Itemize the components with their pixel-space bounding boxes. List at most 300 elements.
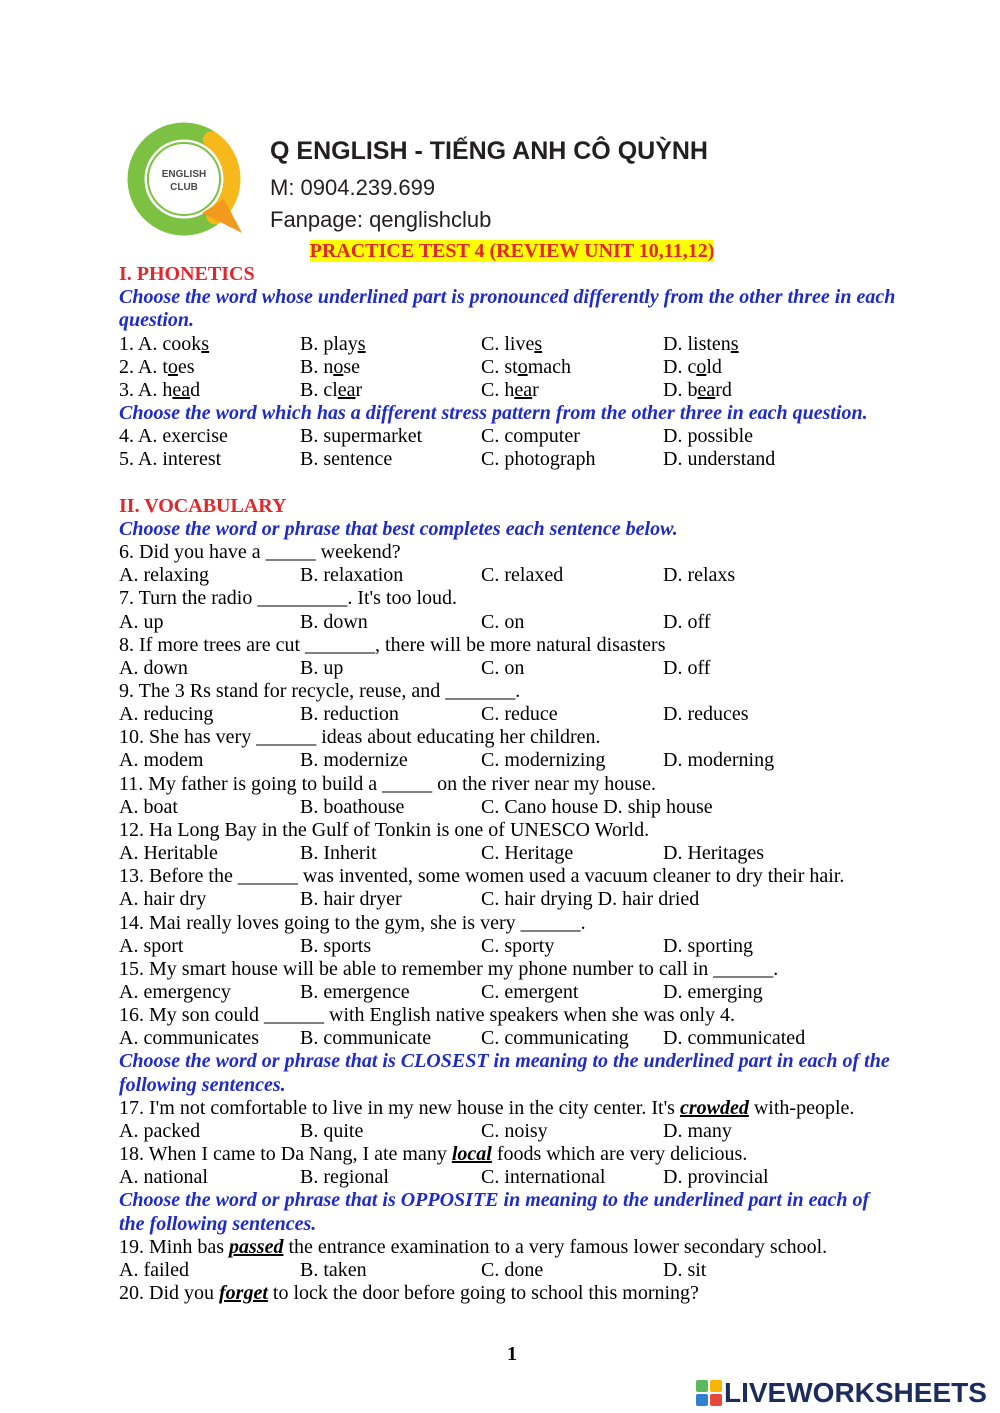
instruction-line: Choose the word or phrase that is OPPOSITE in meaning to the underlined part in each of bbox=[119, 1189, 870, 1212]
worksheet bbox=[119, 240, 905, 1305]
option-text: sentence bbox=[323, 448, 393, 471]
option-text: national bbox=[143, 1166, 208, 1189]
option-text: hair drying bbox=[504, 888, 593, 911]
option-b bbox=[300, 888, 481, 911]
question-number: 8. bbox=[119, 633, 134, 656]
option-label: A. bbox=[119, 934, 139, 957]
option-text: emergence bbox=[323, 981, 410, 1003]
option-text: up bbox=[323, 656, 344, 679]
option-c bbox=[481, 356, 663, 379]
question-line bbox=[119, 819, 905, 842]
option-c bbox=[481, 981, 663, 1004]
question-line bbox=[119, 1236, 905, 1259]
option-d bbox=[663, 842, 764, 865]
option-label: A. bbox=[137, 448, 158, 471]
option-text: relaxs bbox=[687, 564, 736, 587]
question-line bbox=[119, 680, 905, 703]
option-d bbox=[663, 425, 753, 448]
option-text: se bbox=[343, 355, 361, 378]
options-row bbox=[119, 796, 905, 819]
option-text: ship house bbox=[627, 795, 713, 818]
question-text: If more trees are cut _______, there will be more natural disasters bbox=[139, 633, 666, 656]
option-text: sports bbox=[323, 934, 372, 957]
instruction-line: the following sentences. bbox=[119, 1212, 317, 1235]
option-text: cook bbox=[162, 332, 202, 355]
question-text: I'm not comfortable to live in my new house in the city center. It's bbox=[149, 1096, 680, 1119]
option-text: hair dried bbox=[622, 888, 700, 911]
underlined-sound: ea bbox=[514, 378, 533, 401]
question-text: Turn the radio _________. It's too loud. bbox=[138, 587, 458, 610]
option-b bbox=[300, 1120, 481, 1143]
option-text: sit bbox=[687, 1258, 707, 1281]
item-number: 5. bbox=[119, 448, 134, 471]
option-text: Cano house bbox=[504, 795, 599, 818]
question-line bbox=[119, 865, 905, 888]
option-b bbox=[300, 564, 481, 587]
option-text: provincial bbox=[687, 1166, 769, 1189]
options-row bbox=[119, 425, 905, 448]
option-label: C. bbox=[481, 842, 500, 865]
option-d bbox=[663, 703, 749, 726]
option-label: D. bbox=[663, 355, 683, 378]
option-label: D. bbox=[663, 1119, 683, 1142]
question-number: 13. bbox=[119, 865, 144, 888]
question-number: 19. bbox=[119, 1235, 144, 1258]
option-label: A. bbox=[137, 355, 158, 378]
options-row bbox=[119, 657, 905, 680]
option-label: A. bbox=[119, 1119, 139, 1142]
option-c bbox=[481, 796, 598, 819]
option-a bbox=[119, 425, 300, 448]
option-a bbox=[119, 935, 300, 958]
options-row bbox=[119, 564, 905, 587]
option-d bbox=[663, 448, 775, 471]
option-b bbox=[300, 356, 481, 379]
question-line bbox=[119, 773, 905, 796]
option-d bbox=[663, 611, 710, 634]
option-a bbox=[119, 1120, 300, 1143]
options-row bbox=[119, 981, 905, 1004]
option-label: D. bbox=[663, 378, 683, 401]
option-text: modernizing bbox=[504, 749, 606, 772]
option-c bbox=[481, 1259, 663, 1282]
liveworksheets-icon bbox=[696, 1380, 722, 1406]
option-text: reduces bbox=[687, 703, 749, 726]
option-text: Inherit bbox=[323, 842, 377, 865]
question-text: My smart house will be able to remember my phone number to call in ______. bbox=[149, 957, 779, 980]
option-b bbox=[300, 611, 481, 634]
option-text: c bbox=[687, 355, 697, 378]
option-label: C. bbox=[481, 425, 500, 448]
option-text: moderning bbox=[687, 749, 775, 772]
option-a bbox=[119, 356, 300, 379]
question-text: Did you bbox=[149, 1282, 219, 1305]
option-label: C. bbox=[481, 610, 500, 633]
option-text: Heritage bbox=[504, 842, 574, 865]
underlined-sound: s bbox=[201, 332, 210, 355]
options-row bbox=[119, 935, 905, 958]
question-text: Mai really loves going to the gym, she is very ______. bbox=[149, 911, 586, 934]
option-a bbox=[119, 749, 300, 772]
option-label: B. bbox=[300, 703, 319, 726]
instruction-line: following sentences. bbox=[119, 1073, 286, 1096]
option-d bbox=[598, 888, 700, 911]
option-label: D. bbox=[663, 425, 683, 448]
options-row bbox=[119, 842, 905, 865]
instruction-line: Choose the word or phrase that is CLOSEST in meaning to the underlined part in each of the bbox=[119, 1050, 890, 1073]
option-label: C. bbox=[481, 795, 500, 818]
test-title: PRACTICE TEST 4 (REVIEW UNIT 10,11,12) bbox=[309, 240, 715, 262]
option-text: off bbox=[687, 656, 711, 679]
option-text: reducing bbox=[143, 703, 214, 726]
option-b bbox=[300, 981, 481, 1004]
option-text: understand bbox=[687, 448, 776, 471]
option-text: noisy bbox=[504, 1119, 548, 1142]
option-label: D. bbox=[663, 1166, 683, 1189]
option-label: B. bbox=[300, 1258, 319, 1281]
option-text: many bbox=[687, 1119, 732, 1142]
option-text: h bbox=[162, 378, 173, 401]
underlined-keyword: local bbox=[451, 1143, 492, 1166]
question-number: 6. bbox=[119, 541, 134, 564]
option-text: live bbox=[504, 332, 535, 355]
option-label: B. bbox=[300, 355, 319, 378]
question-number: 15. bbox=[119, 957, 144, 980]
option-a bbox=[119, 796, 300, 819]
underlined-sound: ea bbox=[697, 378, 716, 401]
underlined-sound: ea bbox=[337, 378, 356, 401]
option-label: B. bbox=[300, 1027, 319, 1050]
option-text: play bbox=[323, 332, 358, 355]
option-label: B. bbox=[300, 795, 319, 818]
option-label: B. bbox=[300, 888, 319, 911]
option-c bbox=[481, 425, 663, 448]
option-label: D. bbox=[663, 1027, 683, 1050]
option-text: computer bbox=[504, 425, 580, 448]
option-text: communicated bbox=[687, 1027, 806, 1050]
option-text: communicate bbox=[323, 1027, 432, 1050]
option-label: D. bbox=[663, 656, 683, 679]
option-text: emergency bbox=[143, 981, 231, 1003]
option-text: regional bbox=[323, 1166, 389, 1189]
brand-phone: M: 0904.239.699 bbox=[270, 175, 436, 200]
option-text: mach bbox=[527, 355, 571, 378]
option-text: on bbox=[504, 656, 525, 679]
option-label: B. bbox=[300, 656, 319, 679]
option-text: sporting bbox=[687, 934, 754, 957]
brand-title: Q ENGLISH - TIẾNG ANH CÔ QUỲNH bbox=[270, 137, 708, 165]
option-label: B. bbox=[300, 981, 319, 1003]
option-d bbox=[663, 356, 722, 379]
option-label: B. bbox=[300, 378, 319, 401]
option-label: A. bbox=[119, 656, 139, 679]
question-number: 16. bbox=[119, 1004, 144, 1027]
option-label: D. bbox=[663, 1258, 683, 1281]
question-line bbox=[119, 634, 905, 657]
options-row bbox=[119, 749, 905, 772]
option-b bbox=[300, 796, 481, 819]
option-label: C. bbox=[481, 981, 500, 1003]
option-label: A. bbox=[119, 564, 139, 587]
option-text: r bbox=[532, 378, 539, 401]
option-label: B. bbox=[300, 934, 319, 957]
option-b bbox=[300, 657, 481, 680]
brand-fanpage: Fanpage: qenglishclub bbox=[270, 207, 492, 232]
option-label: D. bbox=[663, 448, 683, 471]
question-number: 9. bbox=[119, 679, 134, 702]
option-text: reduce bbox=[504, 703, 558, 726]
option-b bbox=[300, 703, 481, 726]
question-line bbox=[119, 1097, 905, 1120]
question-line bbox=[119, 726, 905, 749]
option-label: A. bbox=[137, 332, 158, 355]
instruction-line: question. bbox=[119, 309, 195, 332]
question-number: 17. bbox=[119, 1096, 144, 1119]
option-text: supermarket bbox=[323, 425, 423, 448]
english-club-logo bbox=[124, 121, 246, 239]
option-text: on bbox=[504, 610, 525, 633]
option-text: st bbox=[504, 355, 518, 378]
option-text: relaxation bbox=[323, 564, 404, 587]
options-row bbox=[119, 448, 905, 471]
underlined-sound: o bbox=[696, 355, 707, 378]
option-label: A. bbox=[119, 749, 139, 772]
item-number: 3. bbox=[119, 378, 134, 401]
option-text: n bbox=[323, 355, 334, 378]
options-row bbox=[119, 611, 905, 634]
worksheet-body bbox=[119, 263, 905, 1305]
option-a bbox=[119, 448, 300, 471]
option-label: C. bbox=[481, 1119, 500, 1142]
question-text: to lock the door before going to school this morning? bbox=[267, 1282, 699, 1305]
option-label: A. bbox=[119, 610, 139, 633]
option-text: sport bbox=[143, 934, 184, 957]
option-text: hair dry bbox=[143, 888, 207, 911]
option-label: D. bbox=[603, 795, 623, 818]
option-text: r bbox=[355, 378, 363, 401]
option-c bbox=[481, 935, 663, 958]
question-line bbox=[119, 1143, 905, 1166]
question-text: She has very ______ ideas about educating her children. bbox=[149, 726, 601, 749]
option-b bbox=[300, 379, 481, 402]
option-c bbox=[481, 448, 663, 471]
option-label: A. bbox=[119, 888, 139, 911]
liveworksheets-brand-link[interactable]: LIVEWORKSHEETS bbox=[724, 1377, 987, 1408]
option-a bbox=[119, 611, 300, 634]
option-c bbox=[481, 888, 593, 911]
option-d bbox=[663, 1027, 805, 1050]
option-text: boat bbox=[143, 795, 178, 818]
option-d bbox=[663, 749, 774, 772]
option-label: D. bbox=[663, 610, 683, 633]
option-label: A. bbox=[137, 425, 158, 448]
option-label: C. bbox=[481, 703, 500, 726]
question-line bbox=[119, 587, 905, 610]
option-d bbox=[663, 935, 753, 958]
options-row bbox=[119, 1259, 905, 1282]
option-text: hair dryer bbox=[323, 888, 402, 911]
option-text: communicates bbox=[143, 1027, 259, 1050]
option-text: es bbox=[177, 355, 195, 378]
option-d bbox=[663, 379, 732, 402]
option-label: D. bbox=[663, 842, 683, 865]
option-label: C. bbox=[481, 1258, 500, 1281]
option-text: cl bbox=[323, 378, 338, 401]
option-d bbox=[663, 564, 735, 587]
option-text: packed bbox=[143, 1119, 201, 1142]
option-label: B. bbox=[300, 448, 319, 471]
option-label: B. bbox=[300, 332, 319, 355]
option-label: A. bbox=[119, 842, 139, 865]
logo-text-club: CLUB bbox=[170, 182, 198, 193]
option-c bbox=[481, 1120, 663, 1143]
instruction-line: Choose the word or phrase that best completes each sentence below. bbox=[119, 517, 678, 540]
option-a bbox=[119, 981, 300, 1004]
section-heading: II. VOCABULARY bbox=[119, 494, 287, 517]
option-a bbox=[119, 1259, 300, 1282]
underlined-keyword: passed bbox=[229, 1235, 284, 1258]
option-text: modem bbox=[143, 749, 204, 772]
option-b bbox=[300, 935, 481, 958]
option-c bbox=[481, 379, 663, 402]
option-label: B. bbox=[300, 842, 319, 865]
option-a bbox=[119, 333, 300, 356]
logo-text-english: ENGLISH bbox=[161, 169, 207, 180]
option-text: reduction bbox=[323, 703, 399, 726]
question-text: with-people. bbox=[748, 1096, 855, 1119]
option-text: taken bbox=[323, 1258, 367, 1281]
option-label: D. bbox=[663, 332, 683, 355]
option-a bbox=[119, 888, 300, 911]
option-c bbox=[481, 564, 663, 587]
option-text: international bbox=[504, 1166, 606, 1189]
option-label: A. bbox=[119, 981, 139, 1003]
option-label: C. bbox=[481, 332, 500, 355]
option-label: C. bbox=[481, 355, 500, 378]
underlined-sound: o bbox=[333, 355, 344, 378]
question-number: 20. bbox=[119, 1282, 144, 1305]
worksheet-section bbox=[119, 495, 905, 1305]
option-text: off bbox=[687, 610, 711, 633]
underlined-sound: o bbox=[517, 355, 528, 378]
underlined-sound: s bbox=[357, 332, 366, 355]
option-text: d bbox=[190, 378, 201, 401]
option-text: failed bbox=[143, 1258, 189, 1281]
option-b bbox=[300, 333, 481, 356]
options-row bbox=[119, 888, 905, 911]
option-label: C. bbox=[481, 564, 500, 587]
options-row bbox=[119, 356, 905, 379]
test-title-line bbox=[119, 240, 905, 263]
option-d bbox=[663, 1166, 769, 1189]
question-line bbox=[119, 1282, 905, 1305]
question-text: Did you have a _____ weekend? bbox=[139, 541, 401, 564]
question-number: 7. bbox=[119, 587, 134, 610]
option-text: done bbox=[504, 1258, 544, 1281]
question-number: 12. bbox=[119, 818, 144, 841]
option-text: relaxing bbox=[143, 564, 209, 587]
question-line bbox=[119, 958, 905, 981]
question-line bbox=[119, 541, 905, 564]
question-line bbox=[119, 912, 905, 935]
question-text: My son could ______ with English native speakers when she was only 4. bbox=[149, 1004, 736, 1027]
option-label: B. bbox=[300, 1166, 319, 1189]
option-a bbox=[119, 1166, 300, 1189]
option-d bbox=[663, 1259, 706, 1282]
option-text: emergent bbox=[504, 981, 579, 1003]
options-row bbox=[119, 379, 905, 402]
option-text: up bbox=[143, 610, 164, 633]
question-number: 10. bbox=[119, 726, 144, 749]
option-text: Heritages bbox=[687, 842, 765, 865]
option-b bbox=[300, 749, 481, 772]
option-c bbox=[481, 657, 663, 680]
option-label: C. bbox=[481, 1027, 500, 1050]
option-text: ld bbox=[706, 355, 722, 378]
option-label: B. bbox=[300, 425, 319, 448]
option-b bbox=[300, 1259, 481, 1282]
option-c bbox=[481, 749, 663, 772]
section-heading: I. PHONETICS bbox=[119, 263, 255, 286]
options-row bbox=[119, 1120, 905, 1143]
option-text: modernize bbox=[323, 749, 408, 772]
option-label: C. bbox=[481, 749, 500, 772]
option-label: B. bbox=[300, 610, 319, 633]
option-label: C. bbox=[481, 934, 500, 957]
option-label: C. bbox=[481, 448, 500, 471]
option-b bbox=[300, 425, 481, 448]
option-d bbox=[603, 796, 712, 819]
question-text: My father is going to build a _____ on the river near my house. bbox=[148, 772, 656, 795]
option-text: relaxed bbox=[504, 564, 564, 587]
option-label: B. bbox=[300, 1119, 319, 1142]
question-text: the entrance examination to a very famous lower secondary school. bbox=[283, 1235, 828, 1258]
underlined-keyword: forget bbox=[219, 1282, 268, 1305]
option-label: D. bbox=[663, 564, 683, 587]
option-a bbox=[119, 1027, 300, 1050]
options-row bbox=[119, 1166, 905, 1189]
page-number: 1 bbox=[507, 1343, 517, 1365]
option-d bbox=[663, 1120, 732, 1143]
option-c bbox=[481, 611, 663, 634]
option-d bbox=[663, 657, 710, 680]
option-text: exercise bbox=[162, 425, 228, 448]
question-number: 14. bbox=[119, 911, 144, 934]
option-b bbox=[300, 842, 481, 865]
item-number: 1. bbox=[119, 332, 134, 355]
instruction-line: Choose the word whose underlined part is pronounced differently from the other three in each bbox=[119, 286, 896, 309]
option-label: C. bbox=[481, 378, 500, 401]
option-text: boathouse bbox=[323, 795, 405, 818]
question-number: 18. bbox=[119, 1143, 144, 1166]
option-label: A. bbox=[119, 1166, 139, 1189]
option-a bbox=[119, 842, 300, 865]
option-label: D. bbox=[663, 749, 683, 772]
question-text: When I came to Da Nang, I ate many bbox=[148, 1143, 452, 1166]
options-row bbox=[119, 1027, 905, 1050]
option-label: A. bbox=[119, 1027, 139, 1050]
option-text: listen bbox=[687, 332, 731, 355]
option-c bbox=[481, 703, 663, 726]
option-text: emerging bbox=[687, 981, 763, 1003]
option-b bbox=[300, 1027, 481, 1050]
question-text: The 3 Rs stand for recycle, reuse, and _______. bbox=[138, 679, 521, 702]
option-a bbox=[119, 703, 300, 726]
option-text: sporty bbox=[504, 934, 555, 957]
worksheet-section bbox=[119, 263, 905, 471]
option-text: Heritable bbox=[143, 842, 218, 865]
option-text: interest bbox=[162, 448, 222, 471]
